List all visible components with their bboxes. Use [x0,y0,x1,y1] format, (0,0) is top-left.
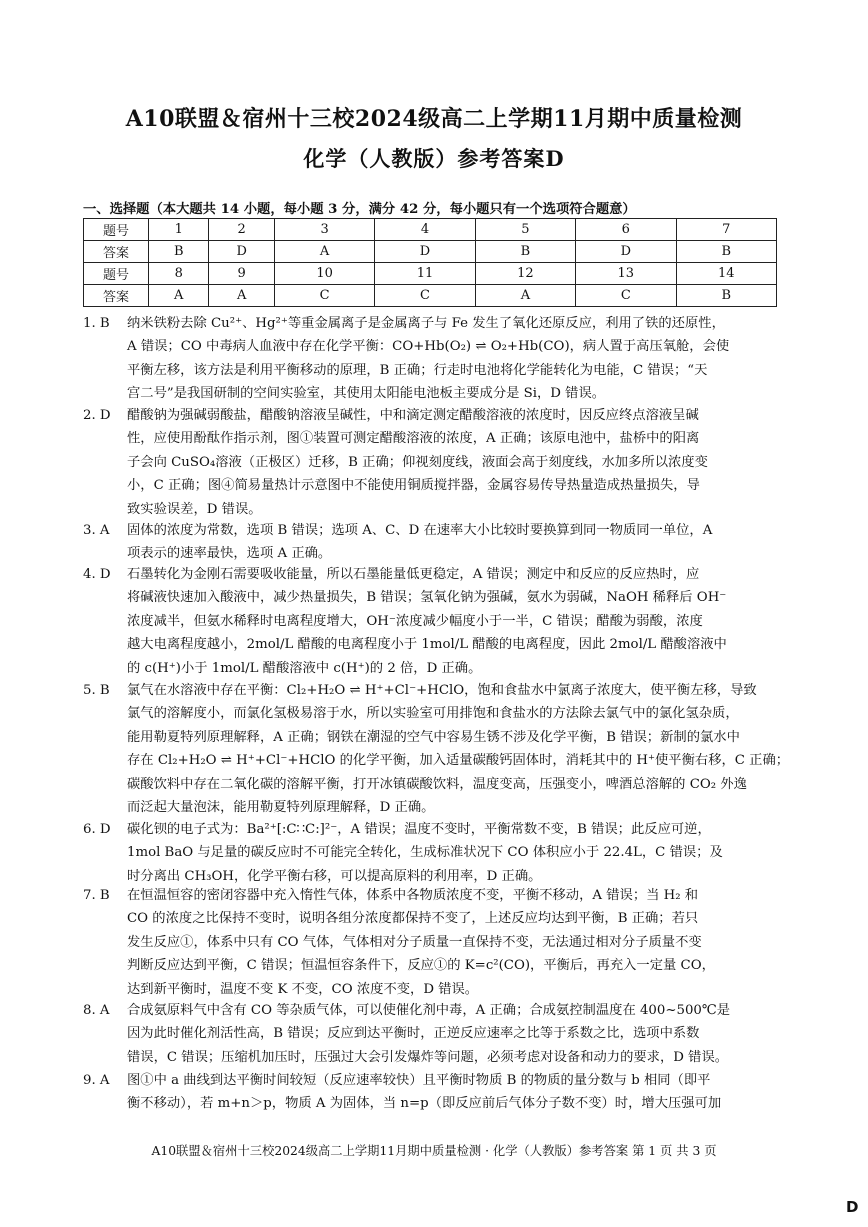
question-explanation [83,404,783,521]
question-explanation [83,563,783,680]
answer-table [83,218,777,307]
question-number-row [84,263,777,285]
question-number: 7. B [83,888,110,903]
explanation-line: 图①中 a 曲线到达平衡时间较短（反应速率较快）且平衡时物质 B 的物质的量分数与 b 相同（即平 [127,1073,711,1088]
explanation-line: 小，C 正确；图④简易量热计示意图中不能使用铜质搅拌器，金属容易传导热量造成热量损失，导 [127,478,700,494]
question-number: 1. B [83,316,110,331]
question-number-row [84,219,777,241]
explanation-line: 达到新平衡时，温度不变 K 不变，CO 浓度不变，D 错误。 [127,981,479,997]
question-number: 4. D [83,567,111,582]
question-explanation [83,679,790,819]
explanation-line: 碳酸饮料中存在二氧化碳的溶解平衡，打开冰镇碳酸饮料，温度变高，压强变小，啤酒总溶解的 CO₂ 外逸 [127,776,747,792]
explanation-line: 时分离出 CH₃OH，化学平衡右移，可以提高原料的利用率，D 正确。 [127,868,542,884]
question-explanation [83,999,783,1069]
question-number: 2. D [83,408,111,423]
explanation-line: 固体的浓度为常数，选项 B 错误；选项 A、C、D 在速率大小比较时要换算到同一物质同一单位，A [127,523,713,538]
row-label: 题号 [84,263,149,285]
page-title: A10联盟＆宿州十三校2024级高二上学期11月期中质量检测 [125,106,743,132]
answer-cell: B [149,241,209,263]
explanation-line: 判断反应达到平衡，C 错误；恒温恒容条件下，反应①的 K=c²(CO)，平衡后，再充入一定量 CO， [127,958,715,974]
explanation-line: 浓度减半，但氨水稀释时电离程度增大，OH⁻浓度减少幅度小于一半，C 错误；醋酸为弱酸，浓度 [127,613,703,629]
explanation-line: 醋酸钠为强碱弱酸盐，醋酸钠溶液呈碱性，中和滴定测定醋酸溶液的浓度时，因反应终点溶液呈碱 [127,408,699,423]
explanation-line: 子会向 CuSO₄溶液（正极区）迁移，B 正确；仰视刻度线，液面会高于刻度线，水加多所以浓度变 [127,454,708,470]
question-explanation [83,1069,783,1116]
question-number-cell: 9 [209,263,274,285]
question-explanation [83,884,783,1001]
answer-cell: D [375,241,475,263]
explanation-line: 宫二号”是我国研制的空间实验室，其使用太阳能电池板主要成分是 Si，D 错误。 [127,386,606,402]
question-explanation [83,312,783,406]
answer-cell: B [475,241,575,263]
row-label: 题号 [84,219,149,241]
answer-cell: A [475,285,575,307]
question-number: 3. A [83,523,110,538]
question-number-cell: 4 [375,219,475,241]
explanation-line: 的 c(H⁺)小于 1mol/L 醋酸溶液中 c(H⁺)的 2 倍，D 正确。 [127,660,482,676]
explanation-line: CO 的浓度之比保持不变时，说明各组分浓度都保持不变了，上述反应均达到平衡，B 正确；若只 [127,911,699,927]
explanation-line: 错误，C 错误；压缩机加压时，压强过大会引发爆炸等问题，必须考虑对设备和动力的要求，D 错误。 [127,1049,729,1065]
explanation-line: 石墨转化为金刚石需要吸收能量，所以石墨能量低更稳定，A 错误；测定中和反应的反应热时，应 [127,567,700,582]
answer-cell: A [149,285,209,307]
explanation-line: 纳米铁粉去除 Cu²⁺、Hg²⁺等重金属离子是金属离子与 Fe 发生了氧化还原反应，利用了铁的还原性， [127,316,725,331]
question-number-cell: 7 [676,219,776,241]
row-label: 答案 [84,241,149,263]
question-number-cell: 14 [676,263,776,285]
explanation-line: 项表示的速率最快，选项 A 正确。 [127,546,332,562]
explanation-line: 致实验误差，D 错误。 [127,501,262,517]
answer-cell: A [209,285,274,307]
question-number-cell: 6 [576,219,676,241]
explanation-line: A 错误；CO 中毒病人血液中存在化学平衡：CO+Hb(O₂) ⇌ O₂+Hb(CO)，病人置于高压氧舱，会使 [127,339,730,355]
explanation-line: 平衡左移，该方法是利用平衡移动的原理，B 正确；行走时电池将化学能转化为电能，C 错误；“天 [127,362,708,378]
answer-cell: C [274,285,374,307]
page-subtitle: 化学（人教版）参考答案D [303,146,565,171]
question-number-cell: 12 [475,263,575,285]
row-label: 答案 [84,285,149,307]
explanation-line: 而泛起大量泡沫，能用勒夏特列原理解释，D 正确。 [127,800,435,816]
page-footer: A10联盟＆宿州十三校2024级高二上学期11月期中质量检测 · 化学（人教版）参考答案 第 1 页 共 3 页 [151,1144,717,1158]
answer-cell: C [375,285,475,307]
explanation-line: 碳化钡的电子式为：Ba²⁺[:C∷C:]²⁻，A 错误；温度不变时，平衡常数不变，B 错误；此反应可逆， [127,822,711,837]
question-number-cell: 3 [274,219,374,241]
answer-cell: B [676,241,776,263]
explanation-line: 能用勒夏特列原理解释，A 正确；钢铁在潮湿的空气中容易生锈不涉及化学平衡，B 错误；新制的氯水中 [127,729,740,745]
question-number-cell: 11 [375,263,475,285]
answer-cell: D [209,241,274,263]
explanation-line: 合成氨原料气中含有 CO 等杂质气体，可以使催化剂中毒，A 正确；合成氨控制温度在 400~500℃是 [127,1003,731,1018]
answer-row [84,285,777,307]
answer-cell: D [576,241,676,263]
answer-cell: B [676,285,776,307]
explanation-line: 越大电离程度越小，2mol/L 醋酸的电离程度小于 1mol/L 醋酸的电离程度，因此 2mol/L 醋酸溶液中 [127,637,727,653]
question-number-cell: 1 [149,219,209,241]
question-number: 5. B [83,683,110,698]
explanation-line: 因为此时催化剂活性高，B 错误；反应到达平衡时，正逆反应速率之比等于系数之比，选项中系数 [127,1026,700,1042]
answer-cell: C [576,285,676,307]
section-heading: 一、选择题（本大题共 14 小题，每小题 3 分，满分 42 分，每小题只有一个选项符合题意） [83,202,636,217]
explanation-line: 将碱液快速加入酸液中，减少热量损失，B 错误；氢氧化钠为强碱，氨水为弱碱，NaOH 稀释后 OH⁻ [127,590,727,606]
explanation-line: 衡不移动），若 m+n＞p，物质 A 为固体，当 n=p（即反应前后气体分子数不变）时，增大压强可加 [127,1096,722,1112]
explanation-line: 1mol BaO 与足量的碳反应时不可能完全转化，生成标准状况下 CO 体积应小于 22.4L，C 错误；及 [127,845,723,861]
explanation-line: 发生反应①，体系中只有 CO 气体，气体相对分子质量一直保持不变，无法通过相对分子质量不变 [127,934,702,950]
question-number-cell: 10 [274,263,374,285]
question-number: 8. A [83,1003,110,1018]
answer-cell: A [274,241,374,263]
question-number: 6. D [83,822,111,837]
explanation-line: 在恒温恒容的密闭容器中充入惰性气体，体系中各物质浓度不变，平衡不移动，A 错误；当 H₂ 和 [127,888,699,903]
question-explanation [83,519,783,566]
corner-mark: D [846,1198,859,1216]
explanation-line: 氯气的溶解度小，而氯化氢极易溶于水，所以实验室可用排饱和食盐水的方法除去氯气中的氯化氢杂质， [127,706,739,722]
explanation-line: 氯气在水溶液中存在平衡：Cl₂+H₂O ⇌ H⁺+Cl⁻+HClO，饱和食盐水中氯离子浓度大，使平衡左移，导致 [127,683,757,698]
question-number-cell: 2 [209,219,274,241]
question-explanation [83,818,783,888]
explanation-line: 存在 Cl₂+H₂O ⇌ H⁺+Cl⁻+HClO 的化学平衡，加入适量碳酸钙固体时，消耗其中的 H⁺使平衡右移，C 正确； [127,753,790,769]
question-number-cell: 13 [576,263,676,285]
question-number: 9. A [83,1073,110,1088]
question-number-cell: 5 [475,219,575,241]
explanation-line: 性，应使用酚酞作指示剂，图①装置可测定醋酸溶液的浓度，A 正确；该原电池中，盐桥中的阳离 [127,431,700,447]
answer-row [84,241,777,263]
question-number-cell: 8 [149,263,209,285]
